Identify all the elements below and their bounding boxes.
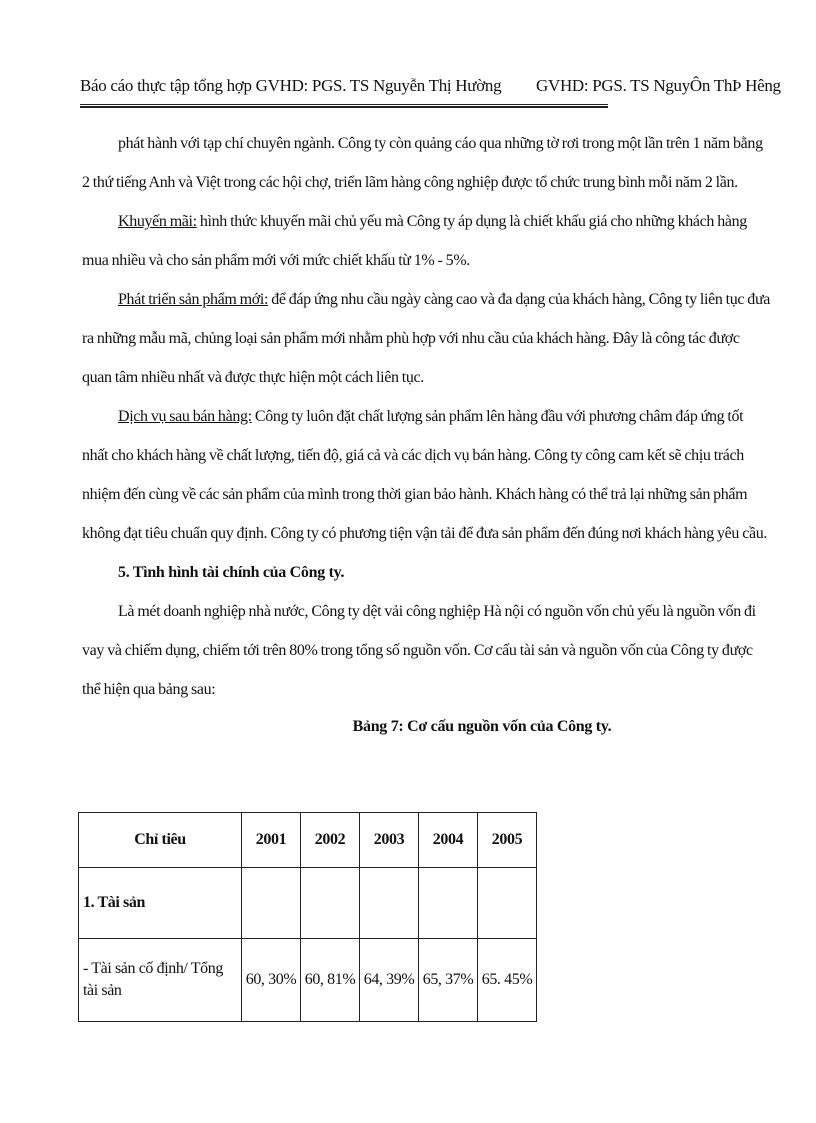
table-caption: Bảng 7: Cơ cấu nguồn vốn của Công ty. — [352, 718, 612, 735]
capital-structure-table — [78, 812, 537, 1022]
table-header-cell: 2002 — [301, 813, 360, 868]
header-left-text: Báo cáo thực tập tổng hợp GVHD: PGS. TS Nguyễn Thị Hường — [80, 76, 502, 95]
table-header-cell: Chỉ tiêu — [79, 813, 242, 868]
table-cell — [242, 868, 301, 939]
table-row — [79, 939, 537, 1022]
paragraph-promotion — [82, 202, 772, 280]
table-cell: 65. 45% — [478, 939, 537, 1022]
after-sales-text: Công ty luôn đặt chất lượng sản phẩm lên hàng đầu với phương châm đáp ứng tốt nhất cho khách hàng về chất lượng, tiến độ, giá cả và các dịch vụ bán hàng. Công ty công cam kết sẽ chịu trách nhiệm đến cùng về các sản phẩm của mình trong thời gian bảo hành. Khách hàng có thể trả lại những sản phẩm không đạt tiêu chuẩn quy định. Công ty có phương tiện vận tải để đưa sản phẩm đến đúng nơi khách hàng yêu cầu. — [82, 408, 767, 542]
product-development-text: để đáp ứng nhu cầu ngày càng cao và đa dạng của khách hàng, Công ty liên tục đưa ra những mẫu mã, chủng loại sản phẩm mới nhằm phù hợp với nhu cầu của khách hàng. Đây là công tác được quan tâm nhiều nhất và được thực hiện một cách liên tục. — [82, 291, 771, 386]
table-cell: 64, 39% — [360, 939, 419, 1022]
table-row-label: - Tài sản cố định/ Tổng tài sản — [79, 939, 242, 1022]
table-header-cell: 2005 — [478, 813, 537, 868]
table-cell — [478, 868, 537, 939]
table-cell: 65, 37% — [419, 939, 478, 1022]
header-right-text: GVHD: PGS. TS NguyÔn ThÞ Hêng — [536, 76, 781, 95]
paragraph-finance: Là mét doanh nghiệp nhà nước, Công ty dệt vải công nghiệp Hà nội có nguồn vốn chủ yếu là nguồn vốn đi vay và chiếm dụng, chiếm tới trên 80% trong tổng số nguồn vốn. Cơ cấu tài sản và nguồn vốn của Công ty được thể hiện qua bảng sau: — [82, 603, 756, 698]
table-header-cell: 2001 — [242, 813, 301, 868]
table-header-row — [79, 813, 537, 868]
promotion-text: hình thức khuyến mãi chủ yếu mà Công ty áp dụng là chiết khấu giá cho những khách hàng mua nhiều và cho sản phẩm mới với mức chiết khấu từ 1% - 5%. — [82, 213, 747, 269]
table-cell — [301, 868, 360, 939]
after-sales-label: Dịch vụ sau bán hàng: — [118, 408, 252, 425]
table-section-label: 1. Tài sản — [79, 868, 242, 939]
table-cell — [419, 868, 478, 939]
document-body — [82, 124, 772, 743]
table-cell — [360, 868, 419, 939]
table-header-cell: 2004 — [419, 813, 478, 868]
section-heading: 5. Tình hình tài chính của Công ty. — [118, 564, 345, 581]
product-development-label: Phát triển sản phẩm mới: — [118, 291, 269, 308]
promotion-label: Khuyến mãi: — [118, 213, 197, 230]
table-header-cell: 2003 — [360, 813, 419, 868]
table-row — [79, 868, 537, 939]
table-cell: 60, 81% — [301, 939, 360, 1022]
table-cell: 60, 30% — [242, 939, 301, 1022]
paragraph-product-development — [82, 280, 772, 397]
paragraph-advertising: phát hành với tạp chí chuyên ngành. Công ty còn quảng cáo qua những tờ rơi trong một lần trên 1 năm bằng 2 thứ tiếng Anh và Việt trong các hội chợ, triển lãm hàng công nghiệp được tổ chức trung bình mỗi năm 2 lần. — [82, 135, 763, 191]
header-divider — [80, 104, 608, 108]
page-header — [80, 76, 781, 104]
paragraph-after-sales — [82, 397, 772, 553]
